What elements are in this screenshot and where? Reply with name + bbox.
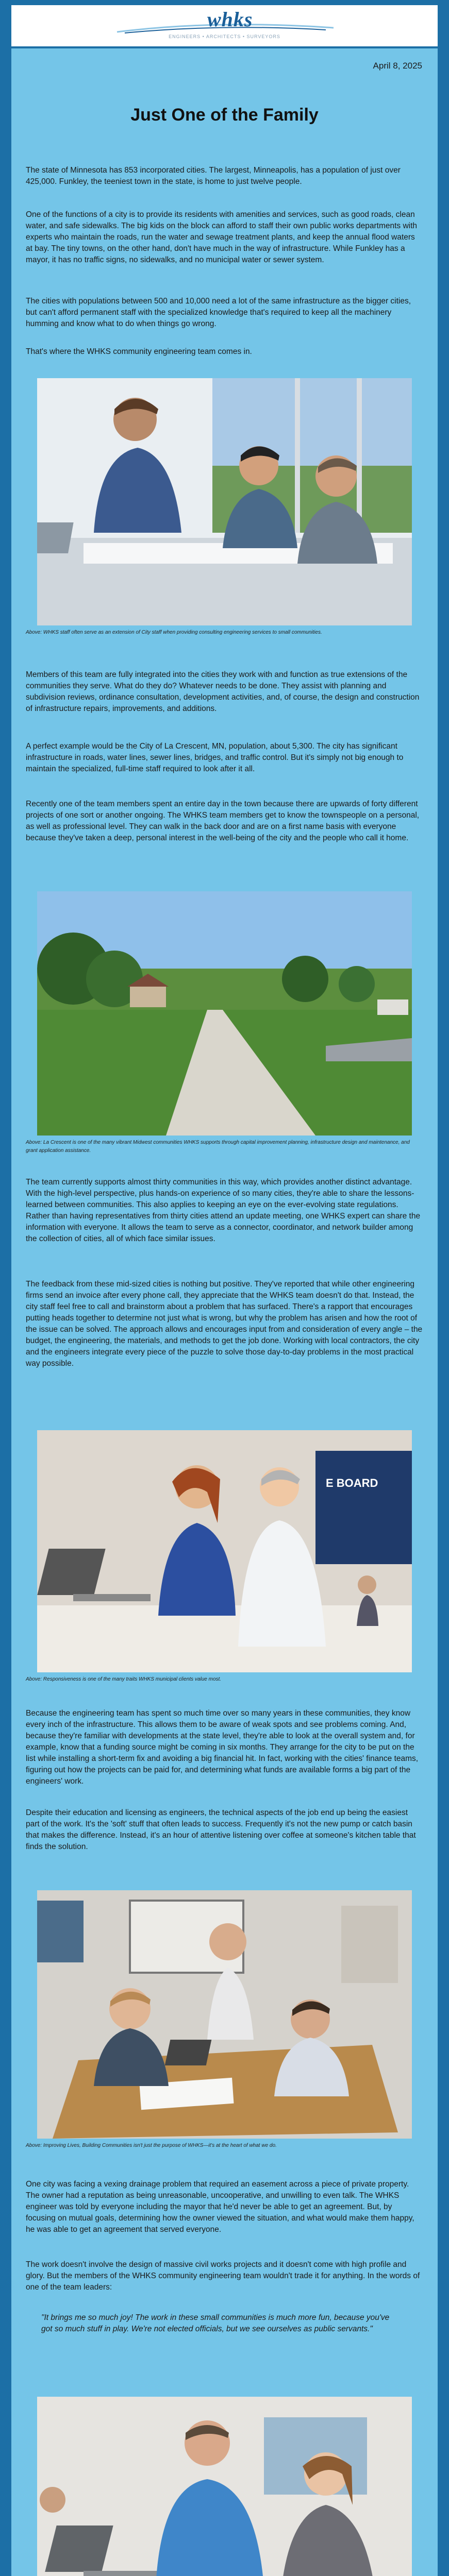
- publish-date: April 8, 2025: [373, 61, 422, 71]
- logo-tagline: ENGINEERS • ARCHITECTS • SURVEYORS: [169, 34, 280, 39]
- team-meeting-photo: [37, 378, 412, 625]
- page-title: Just One of the Family: [130, 105, 319, 125]
- staff-discussion-photo: [37, 2397, 412, 2576]
- paragraph: Because the engineering team has spent so much time over so many years in these communities, they know every inch of the infrastructure. This allows them to be aware of weak spots and see problems coming. And, because they're familiar with developments at the state level, they're able to look at the overall system and, for example, know that a funding source might be coming in six months. They arrange for the city to be put on the list while installing a short-term fix and avoiding a big financial hit. In fact, working with the cities' finance teams, figuring out how the projects can be paid for, and determining what funds are available forms a big part of the engineers' work.: [26, 1709, 419, 1786]
- newsletter-body: [11, 48, 438, 2576]
- paragraph: Despite their education and licensing as engineers, the technical aspects of the job end up being the easiest part of the work. It's the 'soft' stuff that often leads to success. Frequently it's not the new pump or catch basin that makes the difference. Instead, it's an hour of attentive listening over coffee at someone's kitchen table that finds the solution.: [26, 1808, 416, 1851]
- sign-text: E BOARD: [326, 1477, 378, 1489]
- photo-caption: Above: Improving Lives, Building Communities isn't just the purpose of WHKS—it's at the heart of what we do.: [26, 2143, 277, 2148]
- paragraph: One city was facing a vexing drainage problem that required an easement across a piece of private property. The owner had a reputation as being unreasonable, uncooperative, and unwilling to even talk. The WHKS engineer was told by everyone including the mayor that he'd never be able to get an agreement. But, by focusing on mutual goals, determining how the owner viewed the situation, and what would make them happy, he was able to get an agreement that served everyone.: [26, 2180, 414, 2234]
- pull-quote: "It brings me so much joy! The work in these small communities is much more fun, because you've got so much stuff in play. We're not elected officials, but we see ourselves as public servants.": [41, 2313, 390, 2333]
- photo-caption: Above: La Crescent is one of the many vibrant Midwest communities WHKS supports through capital improvement planning, infrastructure design and maintenance, and grant application assistance.: [26, 1140, 410, 1154]
- paragraph: The state of Minnesota has 853 incorporated cities. The largest, Minneapolis, has a population of just over 425,000. Funkley, the teeniest town in the state, is home to just twelve people.: [26, 166, 401, 186]
- photo-caption: Above: WHKS staff often serve as an extension of City staff when providing consulting engineering services to small communities.: [26, 630, 322, 635]
- conference-room-photo: [37, 1890, 412, 2139]
- paragraph: The team currently supports almost thirty communities in this way, which provides another distinct advantage. With the high-level perspective, plus hands-on experience of so many cities, they're able to share the lessons-learned between communities. This also applies to keeping an eye on the ever-evolving state regulations. Rather than having representatives from thirty cities attend an update meeting, one WHKS expert can share the information with everyone. It allows the team to serve as a connector, coordinator, and network builder among the collection of cities, all of which face similar issues.: [26, 1178, 421, 1243]
- paragraph: One of the functions of a city is to provide its residents with amenities and services, such as good roads, clean water, and safe sidewalks. The big kids on the block can afford to staff their own public works departments with experts who maintain the roads, run the water and sewage treatment plants, and keep the annual flood waters at bay. The tiny towns, on the other hand, don't have much in the way of infrastructure. While Funkley has a mayor, it has no traffic signs, no sidewalks, and no municipal water or sewer system.: [26, 210, 418, 264]
- photo-caption: Above: Responsiveness is one of the many traits WHKS municipal clients value most.: [26, 1676, 222, 1682]
- header: [11, 5, 438, 46]
- company-logo[interactable]: whks: [207, 8, 253, 31]
- paragraph: The work doesn't involve the design of massive civil works projects and it doesn't come with high profile and glory. But the members of the WHKS community engineering team wouldn't trade it for anything. In the words of one of the team leaders:: [26, 2260, 420, 2292]
- paragraph: A perfect example would be the City of La Crescent, MN, population, about 5,300. The city has significant infrastructure in roads, water lines, sewer lines, bridges, and traffic control. But it's simply not big enough to maintain the specialized, full-time staff required to look after it all.: [26, 742, 404, 773]
- client-laptop-photo: [37, 1430, 412, 1672]
- paragraph: The cities with populations between 500 and 10,000 need a lot of the same infrastructure as the bigger cities, but can't afford permanent staff with the specialized knowledge that's required to keep all the machinery humming and know what to do when things go wrong.: [26, 297, 411, 328]
- paragraph: Recently one of the team members spent an entire day in the town because there are upwards of forty different projects of one sort or another ongoing. The WHKS team members get to know the townspeople on a personal, as well as professional level. They can walk in the back door and are on a first name basis with everyone because they've taken a deep, personal interest in the well-being of the city and the people who call it home.: [26, 800, 420, 842]
- paragraph: That's where the WHKS community engineering team comes in.: [26, 347, 252, 356]
- paragraph: The feedback from these mid-sized cities is nothing but positive. They've reported that while other engineering firms send an invoice after every phone call, they appreciate that the WHKS team doesn't do that. Instead, the city staff feel free to call and brainstorm about a problem that has surfaced. There's a rapport that encourages putting heads together to determine not just what is wrong, but why the problem has arisen and how the root of the issue can be solved. The approach allows and encourages input from and consideration of every angle – the budget, the engineering, the materials, and methods to get the job done. Working with local contractors, the city and the engineers integrate every piece of the puzzle to solve those day-to-day problems in the most practical way possible.: [26, 1280, 423, 1368]
- paragraph: Members of this team are fully integrated into the cities they work with and function as true extensions of the communities they serve. What do they do? Whatever needs to be done. They assist with planning and subdivision reviews, ordinance consultation, development activities, and, of course, the design and construction of infrastructure repairs, improvements, and additions.: [26, 670, 420, 713]
- sidewalk-street-photo: [37, 891, 412, 1136]
